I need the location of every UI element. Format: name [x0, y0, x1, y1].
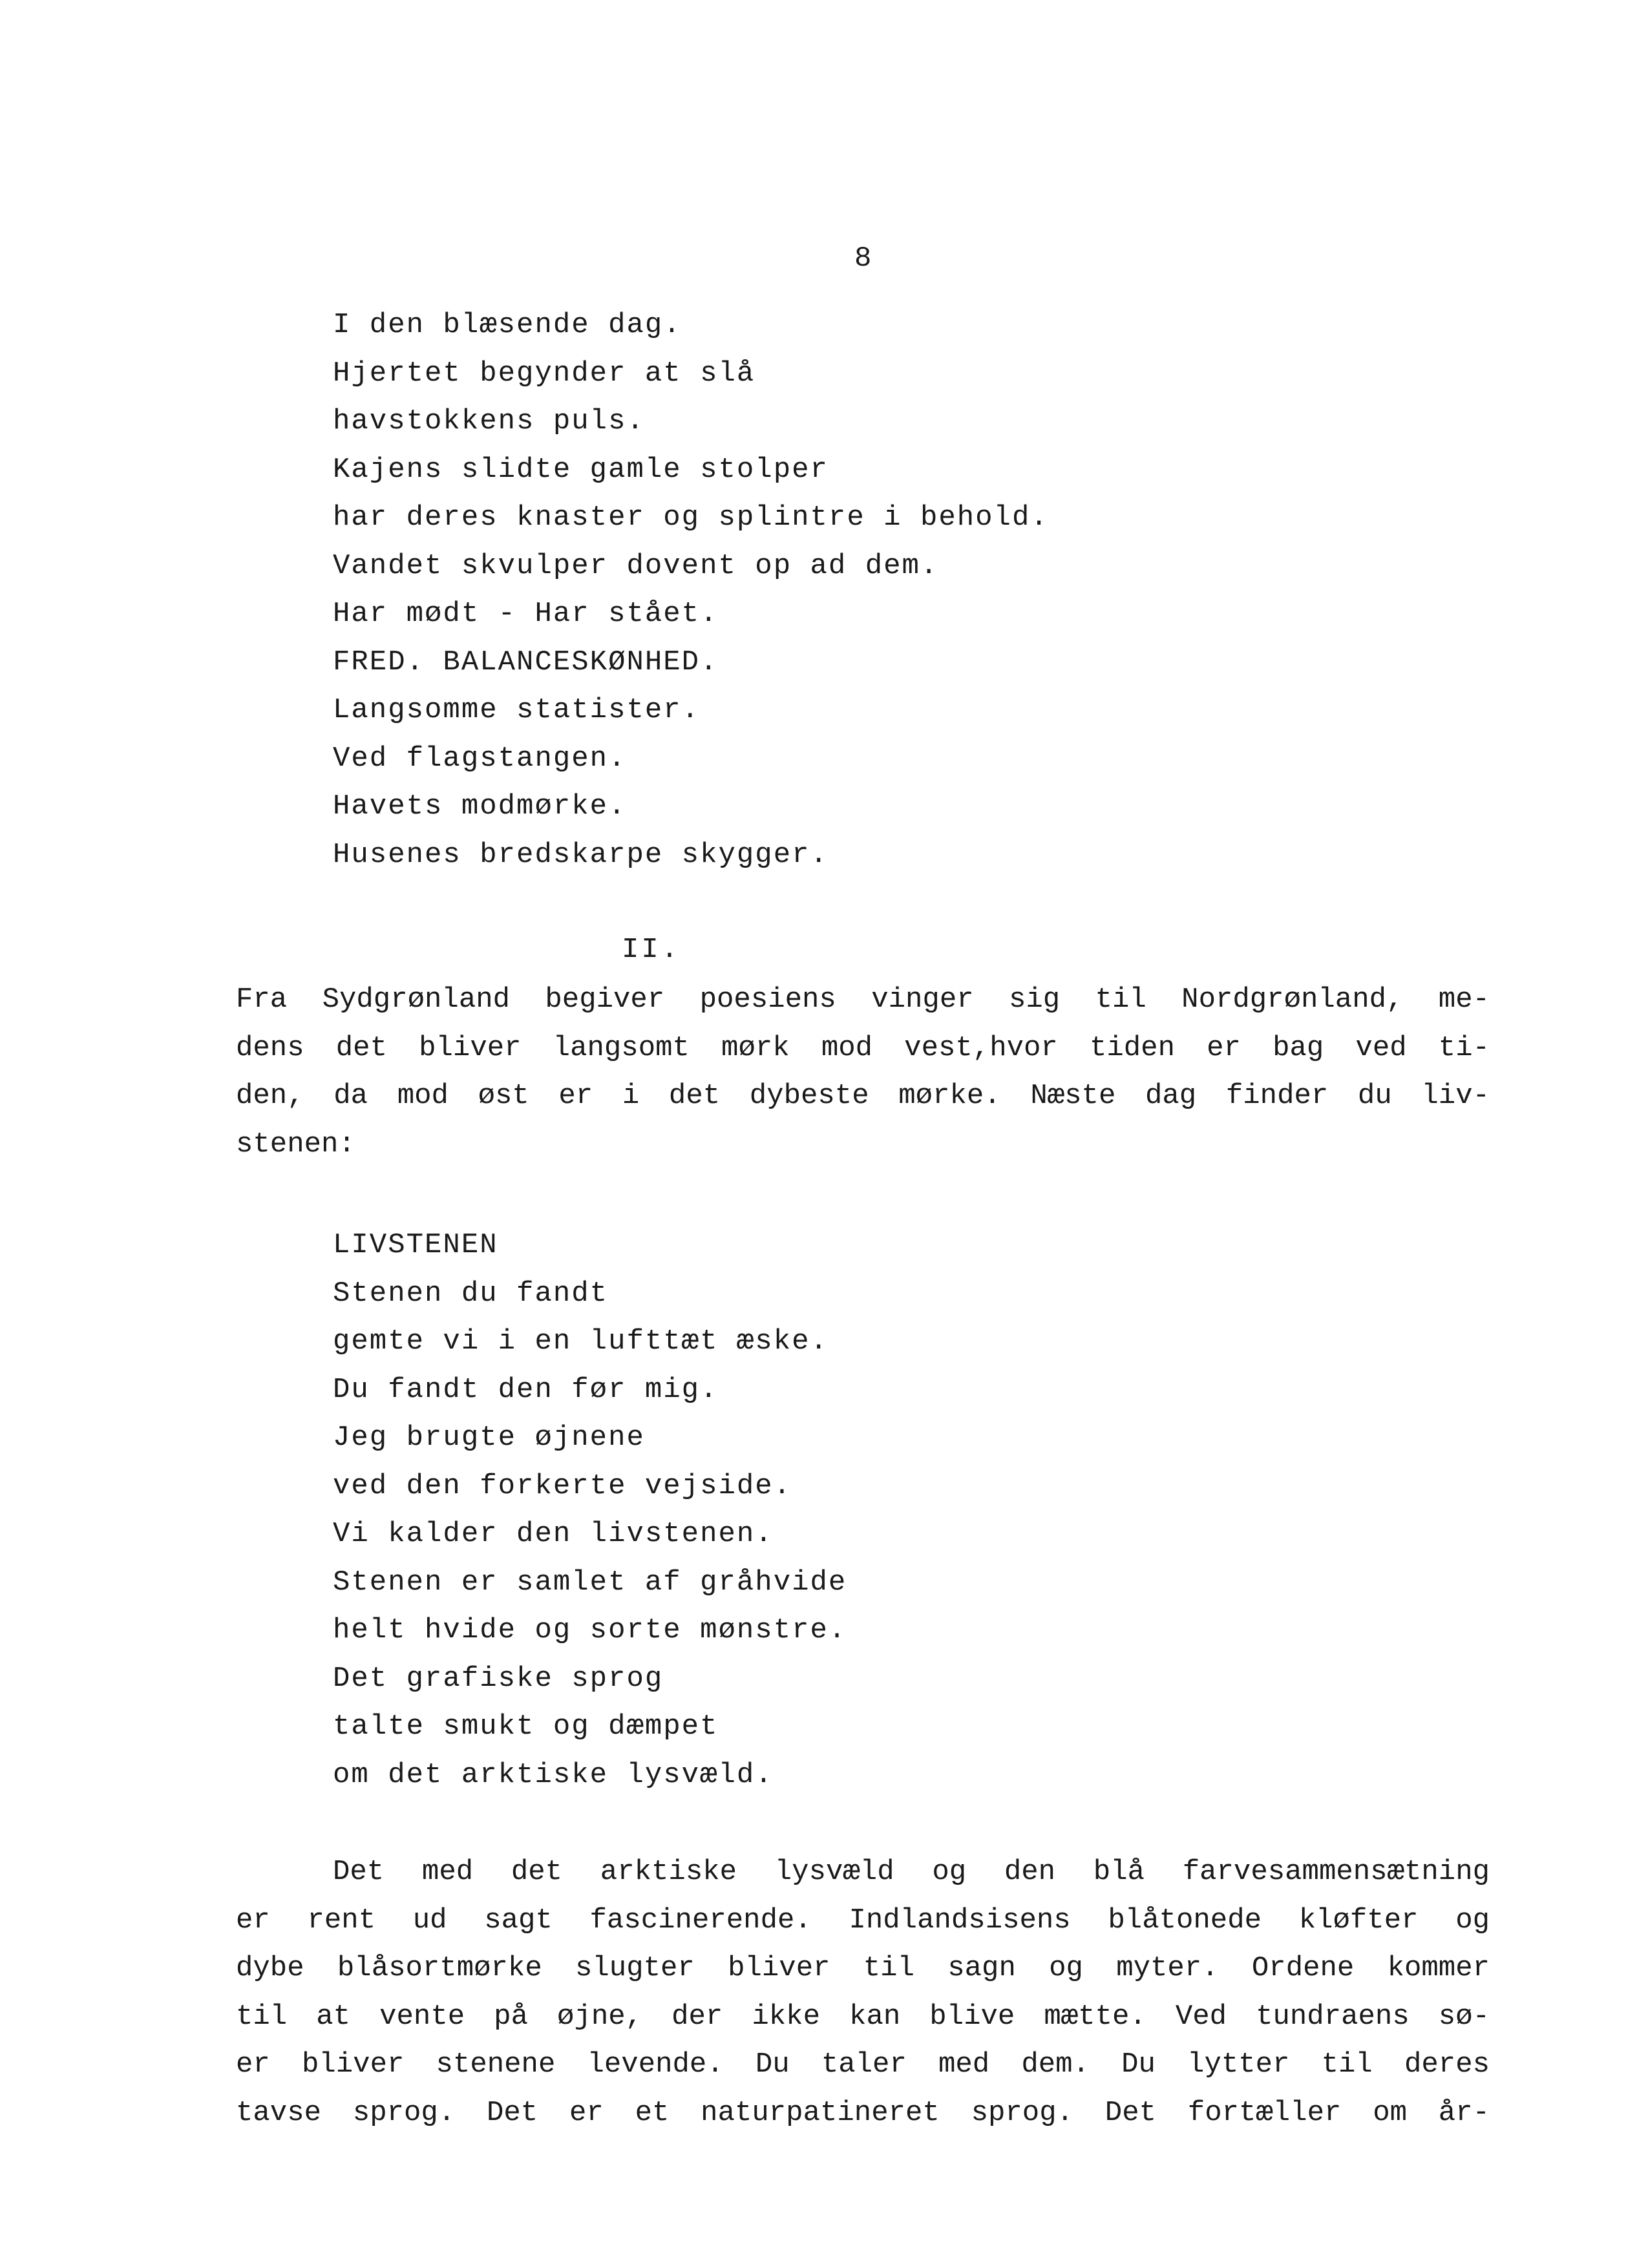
- paragraph-line: til at vente på øjne, der ikke kan blive mætte. Ved tundraens sø-: [236, 2000, 1490, 2033]
- poem-line: gemte vi i en lufttæt æske.: [333, 1325, 829, 1358]
- poem-line: Vi kalder den livstenen.: [333, 1518, 774, 1550]
- poem-line: helt hvide og sorte mønstre.: [333, 1614, 847, 1646]
- poem-line: Du fandt den før mig.: [333, 1373, 719, 1406]
- poem-line: Det grafiske sprog: [333, 1662, 664, 1695]
- poem-line: Stenen du fandt: [333, 1277, 609, 1310]
- poem-line: om det arktiske lysvæld.: [333, 1758, 774, 1791]
- poem-line: FRED. BALANCESKØNHED.: [333, 646, 719, 678]
- section-heading: II.: [622, 934, 681, 966]
- paragraph-line: dens det bliver langsomt mørk mod vest,hvor tiden er bag ved ti-: [236, 1031, 1490, 1064]
- poem-line: havstokkens puls.: [333, 405, 645, 437]
- paragraph-line: er bliver stenene levende. Du taler med dem. Du lytter til deres: [236, 2048, 1490, 2081]
- poem-line: Ved flagstangen.: [333, 742, 627, 775]
- poem-line: I den blæsende dag.: [333, 309, 682, 341]
- poem-line: Langsomme statister.: [333, 694, 701, 726]
- poem-line: Vandet skvulper dovent op ad dem.: [333, 549, 939, 582]
- poem-title: LIVSTENEN: [333, 1229, 498, 1261]
- poem-line: Stenen er samlet af gråhvide: [333, 1566, 847, 1599]
- paragraph-line: dybe blåsortmørke slugter bliver til sagn og myter. Ordene kommer: [236, 1952, 1490, 1984]
- poem-line: Havets modmørke.: [333, 790, 627, 823]
- poem-line: ved den forkerte vejside.: [333, 1469, 792, 1502]
- paragraph-line: den, da mod øst er i det dybeste mørke. Næste dag finder du liv-: [236, 1080, 1490, 1112]
- paragraph-line: tavse sprog. Det er et naturpatineret sprog. Det fortæller om år-: [236, 2096, 1490, 2129]
- paragraph-line: er rent ud sagt fascinerende. Indlandsisens blåtonede kløfter og: [236, 1904, 1490, 1937]
- poem-line: talte smukt og dæmpet: [333, 1710, 719, 1743]
- poem-line: Kajens slidte gamle stolper: [333, 453, 829, 486]
- poem-line: Hjertet begynder at slå: [333, 357, 755, 390]
- paragraph-line: Fra Sydgrønland begiver poesiens vinger sig til Nordgrønland, me-: [236, 983, 1490, 1016]
- intro-paragraph: [236, 976, 1490, 1168]
- poem-line: Jeg brugte øjnene: [333, 1422, 645, 1454]
- paragraph-line: Det med det arktiske lysvæld og den blå farvesammensætning: [333, 1856, 1490, 1888]
- paragraph-line: stenen:: [236, 1128, 355, 1160]
- poem-continuation: [333, 301, 1049, 879]
- livstenen-poem: [333, 1221, 847, 1799]
- closing-paragraph: [236, 1848, 1490, 2137]
- poem-line: Har mødt - Har stået.: [333, 598, 719, 630]
- page-number: 8: [854, 242, 872, 275]
- poem-line: Husenes bredskarpe skygger.: [333, 838, 829, 871]
- poem-line: har deres knaster og splintre i behold.: [333, 501, 1049, 534]
